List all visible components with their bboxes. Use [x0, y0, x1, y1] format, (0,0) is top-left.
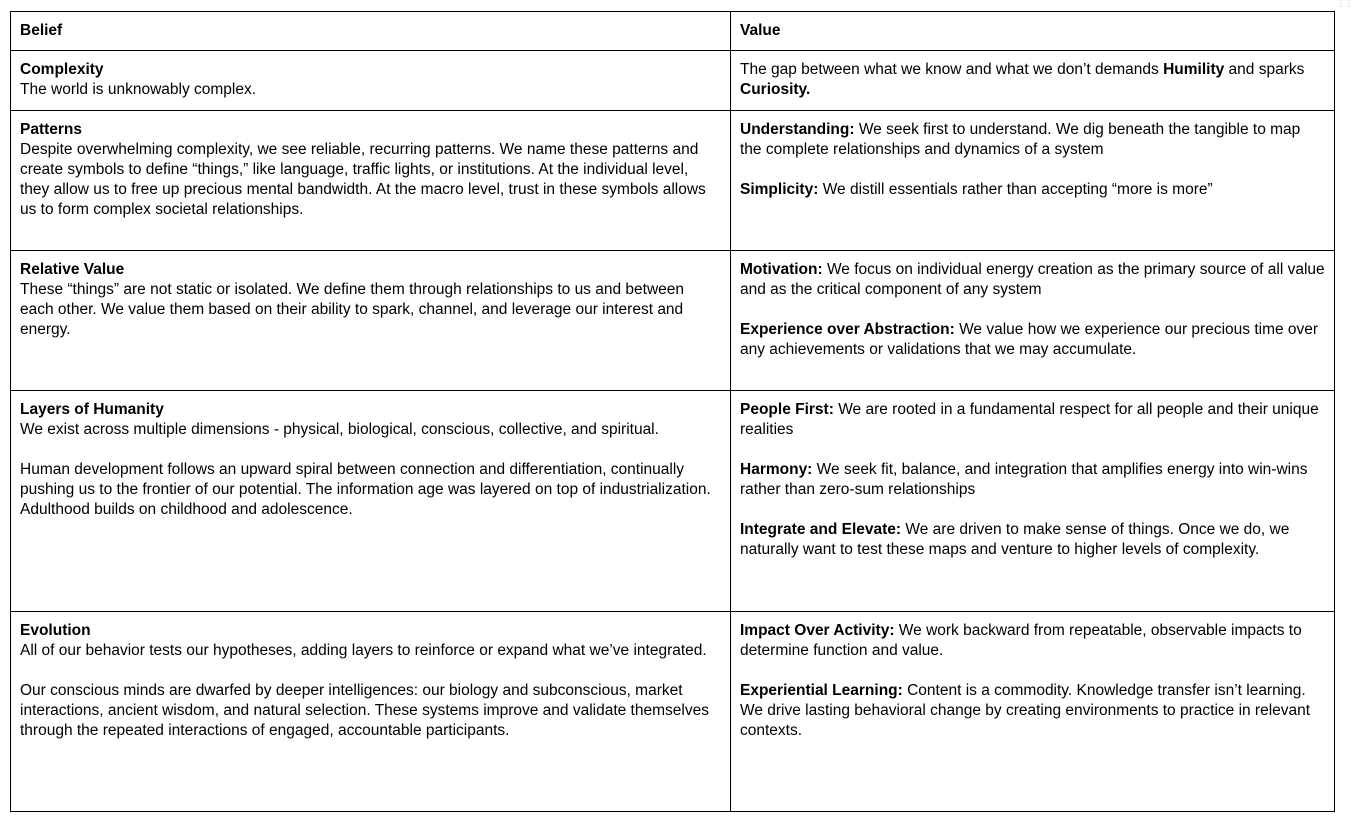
value-desc: Content is a commodity. Knowledge transfer isn’t learning. We drive lasting behavioral change by creating environments to practice in relevant contexts.	[740, 682, 1311, 739]
value-desc: We work backward from repeatable, observable impacts to determine function and value.	[740, 622, 1302, 659]
value-name: Motivation:	[740, 261, 823, 278]
belief-title: Complexity	[20, 61, 104, 78]
value-item	[740, 460, 1325, 500]
belief-cell	[11, 111, 731, 251]
value-item	[740, 621, 1325, 661]
value-desc: We seek first to understand. We dig beneath the tangible to map the complete relationships and dynamics of a system	[740, 121, 1301, 158]
value-name: People First:	[740, 401, 834, 418]
value-item	[740, 400, 1325, 440]
table-row	[11, 251, 1335, 391]
value-desc: We distill essentials rather than accepting “more is more”	[818, 181, 1213, 198]
value-cell	[731, 51, 1335, 111]
belief-text: We exist across multiple dimensions - physical, biological, conscious, collective, and spiritual.	[20, 421, 659, 438]
value-desc: We seek fit, balance, and integration that amplifies energy into win-wins rather than zero-sum relationships	[740, 461, 1308, 498]
belief-text: All of our behavior tests our hypotheses, adding layers to reinforce or expand what we’ve integrated.	[20, 642, 707, 659]
value-name: Understanding:	[740, 121, 855, 138]
value-cell	[731, 391, 1335, 612]
table-row	[11, 51, 1335, 111]
value-item	[740, 260, 1325, 300]
table-row	[11, 111, 1335, 251]
belief-cell	[11, 612, 731, 812]
value-desc: We are rooted in a fundamental respect for all people and their unique realities	[740, 401, 1319, 438]
value-name: Harmony:	[740, 461, 813, 478]
value-item	[740, 320, 1325, 360]
header-belief: Belief	[11, 12, 731, 51]
value-desc: We value how we experience our precious time over any achievements or validations that we may accumulate.	[740, 321, 1319, 358]
value-item	[740, 681, 1325, 741]
belief-text: Human development follows an upward spiral between connection and differentiation, continually pushing us to the frontier of our potential. The information age was layered on top of industrialization. Adulthood builds on childhood and adolescence.	[20, 461, 711, 518]
belief-title: Relative Value	[20, 261, 125, 278]
value-item	[740, 180, 1325, 200]
belief-title: Evolution	[20, 622, 91, 639]
value-cell	[731, 111, 1335, 251]
value-name: Experiential Learning:	[740, 682, 903, 699]
belief-cell	[11, 251, 731, 391]
value-text-part: and sparks	[1224, 61, 1305, 78]
belief-title: Patterns	[20, 121, 83, 138]
value-cell	[731, 251, 1335, 391]
beliefs-values-table	[10, 11, 1335, 812]
table-row	[11, 612, 1335, 812]
resize-handle-icon[interactable]: ⋮⋮	[1337, 0, 1353, 8]
belief-cell	[11, 51, 731, 111]
value-name: Simplicity:	[740, 181, 819, 198]
belief-cell	[11, 391, 731, 612]
header-row	[11, 12, 1335, 51]
value-name: Impact Over Activity:	[740, 622, 895, 639]
belief-text: Despite overwhelming complexity, we see reliable, recurring patterns. We name these patterns and create symbols to define “things,” like language, traffic lights, or institutions. At the individual level, they allow us to free up precious mental bandwidth. At the macro level, trust in these symbols allows us to form complex societal relationships.	[20, 141, 706, 218]
value-desc: We focus on individual energy creation as the primary source of all value and as the critical component of any system	[740, 261, 1325, 298]
value-item	[740, 520, 1325, 560]
belief-text: These “things” are not static or isolated. We define them through relationships to us and between each other. We value them based on their ability to spark, channel, and leverage our interest and energy.	[20, 281, 685, 338]
table-row	[11, 391, 1335, 612]
value-text	[740, 60, 1325, 100]
value-cell	[731, 612, 1335, 812]
value-name: Experience over Abstraction:	[740, 321, 955, 338]
belief-text: Our conscious minds are dwarfed by deeper intelligences: our biology and subconscious, market interactions, ancient wisdom, and natural selection. These systems improve and validate themselves through the repeated interactions of engaged, accountable participants.	[20, 682, 709, 739]
header-value: Value	[731, 12, 1335, 51]
belief-title: Layers of Humanity	[20, 401, 164, 418]
belief-text: The world is unknowably complex.	[20, 81, 257, 98]
value-emphasis: Curiosity.	[740, 81, 811, 98]
value-name: Integrate and Elevate:	[740, 521, 902, 538]
value-text-part: The gap between what we know and what we don’t demands	[740, 61, 1164, 78]
value-emphasis: Humility	[1163, 61, 1225, 78]
value-desc: We are driven to make sense of things. Once we do, we naturally want to test these maps and venture to higher levels of complexity.	[740, 521, 1290, 558]
value-item	[740, 120, 1325, 160]
